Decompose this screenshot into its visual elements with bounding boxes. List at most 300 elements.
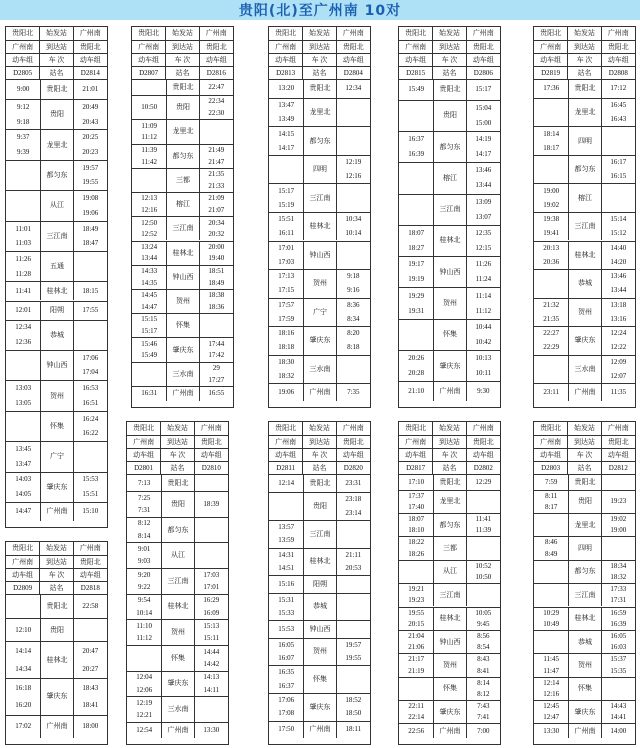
station-label: 龙里北: [46, 140, 68, 149]
station-name: [303, 722, 336, 738]
departure-times: [269, 184, 303, 212]
header-cell: 始发站: [433, 422, 466, 435]
station-label: 都匀东: [574, 165, 596, 174]
time-value: 14:31: [278, 550, 295, 559]
train-code-cell: 站名: [568, 462, 601, 474]
time-value: 12:06: [136, 685, 153, 694]
header-cell: 广州南: [132, 41, 166, 53]
time-value: 14:47: [141, 302, 158, 311]
time-value: 22:11: [408, 702, 424, 711]
return-times: [602, 475, 635, 490]
time-value: 22:27: [543, 329, 560, 338]
time-value: 20:53: [345, 564, 362, 573]
train-code-cell: 站名: [433, 462, 466, 474]
time-value: 8:14: [477, 678, 490, 687]
departure-times: [132, 217, 166, 240]
time-value: 13:30: [203, 725, 220, 734]
return-times: [467, 288, 500, 318]
header-cell: 广州南: [342, 424, 364, 432]
time-value: 12:15: [475, 244, 492, 253]
header-cell: 广州南: [472, 29, 494, 37]
header-cell: 动车组: [534, 449, 568, 461]
train-code-cell: D2804: [343, 68, 363, 77]
time-value: 20:28: [408, 369, 425, 378]
station-label: 三江南: [309, 193, 331, 202]
header-row: [534, 436, 635, 449]
station-label: 都匀东: [46, 171, 68, 180]
departure-times: [534, 654, 568, 676]
time-value: 11:26: [15, 254, 31, 263]
departure-times: [399, 257, 433, 287]
station-label: 桂林北: [309, 222, 331, 231]
time-value: 17:01: [203, 582, 220, 591]
station-row: [534, 513, 635, 536]
header-cell: 到达站: [568, 436, 601, 448]
return-times: [467, 701, 500, 723]
station-name: [568, 678, 601, 700]
header-cell: 贵阳北: [472, 42, 494, 51]
station-row: [127, 491, 228, 517]
time-value: 11:14: [475, 291, 492, 300]
time-value: 14:40: [610, 243, 627, 252]
header-row: [132, 41, 233, 54]
return-times: [74, 252, 107, 281]
station-row: [127, 671, 228, 697]
departure-times: [127, 595, 161, 620]
station-label: 钟山西: [439, 267, 461, 276]
departure-times: [534, 514, 568, 536]
station-row: [269, 269, 370, 298]
time-value: 12:14: [543, 678, 560, 687]
station-name: [303, 521, 336, 548]
station-name: [303, 384, 336, 401]
station-name: [161, 697, 194, 722]
station-label: 桂林北: [439, 614, 461, 623]
time-value: 10:50: [141, 103, 158, 112]
header-cell: 广州南: [200, 424, 222, 432]
header-row: [399, 27, 500, 41]
time-value: 18:17: [543, 143, 560, 152]
departure-times: [399, 195, 433, 225]
time-value: 13:49: [278, 114, 295, 123]
time-value: 7:31: [137, 506, 151, 515]
station-name: [433, 351, 466, 381]
header-row: [6, 41, 107, 54]
time-value: 18:00: [82, 722, 99, 731]
time-value: 18:18: [278, 343, 295, 352]
departure-times: [269, 722, 303, 738]
header-cell: 动车组: [399, 54, 433, 66]
time-value: 11:12: [475, 306, 492, 315]
station-name: [568, 184, 601, 212]
return-times: [74, 100, 107, 129]
train-code-row: [269, 67, 370, 80]
station-row: [132, 168, 233, 192]
header-cell: 广州南: [399, 41, 433, 53]
station-row: [269, 241, 370, 270]
time-value: 16:39: [408, 150, 425, 159]
station-label: 怀集: [442, 330, 457, 339]
station-row: [6, 129, 107, 159]
station-name: [433, 257, 466, 287]
station-row: [534, 560, 635, 583]
return-times: [337, 493, 370, 520]
time-value: 19:19: [408, 275, 425, 284]
time-value: 7:43: [477, 702, 490, 711]
departure-times: [269, 475, 303, 492]
return-times: [337, 213, 370, 241]
return-times: [602, 99, 635, 127]
time-value: 23:14: [345, 508, 362, 517]
header-row: [399, 449, 500, 462]
time-value: 20:15: [408, 619, 425, 628]
station-label: 龙里北: [574, 520, 596, 529]
time-value: 15:10: [82, 507, 99, 516]
time-value: 18:30: [278, 358, 295, 366]
time-value: 15:46: [141, 339, 158, 348]
train-code-cell: D2813: [269, 67, 303, 79]
station-row: [127, 594, 228, 620]
departure-times: [269, 156, 303, 184]
departure-times: [127, 492, 161, 517]
header-cell: 广州南: [342, 29, 364, 37]
station-name: [40, 503, 73, 521]
departure-times: [269, 521, 303, 548]
return-times: [200, 363, 233, 386]
station-label: 桂林北: [309, 557, 331, 566]
time-value: 15:12: [610, 229, 627, 238]
return-times: [337, 576, 370, 592]
header-cell: 车 次: [568, 54, 601, 66]
time-value: 22:30: [208, 109, 225, 118]
header-cell: 车 次: [40, 569, 73, 581]
time-value: 8:17: [544, 502, 558, 511]
station-label: 贵阳北: [439, 85, 461, 94]
station-label: 广州南: [46, 722, 68, 731]
time-value: 8:12: [137, 519, 151, 528]
time-value: 20:49: [82, 102, 99, 111]
station-row: [399, 536, 500, 559]
return-times: [74, 321, 107, 350]
departure-times: [399, 678, 433, 700]
station-label: 桂林北: [46, 286, 68, 295]
station-row: [6, 251, 107, 281]
return-times: [195, 723, 228, 738]
time-value: 17:37: [408, 491, 425, 500]
departure-times: [399, 475, 433, 490]
departure-times: [534, 299, 568, 327]
time-value: 16:45: [610, 101, 627, 110]
station-name: [433, 491, 466, 513]
departure-times: [399, 163, 433, 193]
station-label: 阳朔: [49, 306, 64, 314]
time-value: 19:57: [82, 163, 99, 172]
station-label: 怀集: [170, 653, 185, 662]
time-value: 10:29: [543, 608, 560, 617]
station-label: 贵阳北: [309, 479, 331, 488]
station-label: 广州南: [309, 725, 331, 734]
return-times: [195, 518, 228, 543]
header-cell: 车 次: [303, 449, 336, 461]
station-label: 肇庆东: [309, 336, 331, 345]
train-code-cell: D2814: [80, 68, 100, 77]
station-name: [166, 217, 199, 240]
time-value: 20:13: [543, 243, 560, 252]
return-times: [74, 442, 107, 471]
train-code-cell: 站名: [40, 67, 73, 79]
train-code-row: [6, 582, 107, 595]
station-label: 都匀东: [574, 567, 596, 576]
time-value: 15:15: [141, 315, 158, 324]
departure-times: [132, 314, 166, 337]
departure-times: [132, 290, 166, 313]
time-value: 13:59: [278, 536, 295, 545]
header-cell: 到达站: [303, 41, 336, 53]
departure-times: [269, 576, 303, 592]
header-row: [127, 422, 228, 436]
return-times: [195, 697, 228, 722]
time-value: 22:47: [208, 83, 225, 92]
time-value: 10:05: [475, 608, 492, 617]
station-row: [399, 583, 500, 606]
return-times: [602, 213, 635, 241]
station-row: [132, 289, 233, 313]
departure-times: [534, 701, 568, 723]
departure-times: [6, 716, 40, 738]
station-label: 四明: [577, 136, 592, 145]
time-value: 15:51: [278, 215, 295, 224]
header-cell: 贵阳北: [205, 42, 227, 51]
time-value: 18:15: [82, 286, 99, 295]
station-label: 广州南: [574, 726, 596, 735]
station-name: [303, 594, 336, 621]
station-name: [303, 621, 336, 637]
return-times: [74, 503, 107, 521]
header-cell: 车 次: [433, 54, 466, 66]
return-times: [467, 257, 500, 287]
station-name: [303, 327, 336, 355]
station-label: 贵阳北: [439, 477, 461, 486]
time-value: 10:14: [136, 608, 153, 617]
station-row: [6, 441, 107, 471]
return-times: [467, 351, 500, 381]
station-label: 肇庆东: [439, 707, 461, 716]
time-value: 18:07: [408, 515, 425, 524]
station-label: 贵阳: [170, 499, 185, 508]
train-code-cell: D2803: [534, 462, 568, 474]
time-value: 19:23: [610, 497, 627, 506]
station-name: [166, 145, 199, 168]
station-row: [6, 281, 107, 300]
header-cell: 到达站: [433, 41, 466, 53]
station-row: [269, 721, 370, 738]
station-name: [166, 338, 199, 361]
header-cell: 动车组: [607, 450, 629, 459]
timetable-d2809-d2818: [5, 541, 108, 745]
station-label: 怀集: [577, 684, 592, 693]
time-value: 11:10: [136, 621, 152, 630]
station-row: [132, 241, 233, 265]
time-value: 21:06: [408, 643, 425, 652]
departure-times: [269, 694, 303, 721]
departure-times: [6, 80, 40, 99]
return-times: [467, 226, 500, 256]
return-times: [200, 193, 233, 216]
return-times: [467, 537, 500, 559]
time-value: 20:27: [82, 664, 99, 673]
departure-times: [399, 382, 433, 401]
time-value: 12:50: [141, 218, 158, 227]
time-value: 18:39: [203, 499, 220, 508]
station-label: 三都: [442, 544, 457, 553]
time-value: 13:46: [610, 272, 627, 281]
station-row: [6, 99, 107, 129]
time-value: 8:18: [347, 343, 360, 352]
header-cell: 广州南: [79, 544, 101, 552]
page-title: 贵阳(北)至广州南 10对: [238, 3, 402, 19]
station-name: [568, 608, 601, 630]
departure-times: [399, 631, 433, 653]
time-value: 13:47: [278, 101, 295, 110]
time-value: 14:45: [141, 291, 158, 300]
departure-times: [6, 442, 40, 471]
header-cell: 车 次: [40, 54, 73, 66]
time-value: 12:16: [543, 689, 560, 698]
train-code-cell: D2811: [269, 462, 303, 474]
station-row: [399, 653, 500, 676]
train-code-cell: 站名: [568, 67, 601, 79]
station-label: 贺州: [577, 660, 592, 669]
station-name: [161, 518, 194, 543]
station-row: [399, 475, 500, 490]
departure-times: [6, 619, 40, 641]
train-code-cell: D2819: [534, 67, 568, 79]
station-row: [6, 320, 107, 350]
return-times: [74, 161, 107, 190]
departure-times: [534, 356, 568, 384]
station-name: [568, 156, 601, 184]
time-value: 16:17: [610, 158, 627, 167]
time-value: 20:36: [543, 257, 560, 266]
station-row: [399, 630, 500, 653]
header-cell: 动车组: [607, 55, 629, 64]
time-value: 14:13: [203, 673, 220, 682]
time-value: 22:29: [543, 343, 560, 352]
departure-times: [6, 161, 40, 190]
station-label: 贵阳北: [574, 84, 596, 93]
departure-times: [534, 242, 568, 270]
station-label: 贺州: [442, 660, 457, 669]
time-value: 13:44: [141, 254, 158, 263]
return-times: [467, 514, 500, 536]
train-code-cell: D2805: [6, 67, 40, 79]
header-cell: 车 次: [161, 449, 194, 461]
station-label: 贵阳: [175, 103, 190, 112]
time-value: 14:11: [203, 685, 220, 694]
return-times: [467, 631, 500, 653]
train-code-cell: D2802: [473, 463, 493, 472]
time-value: 11:12: [141, 133, 157, 142]
time-value: 17:06: [82, 353, 99, 362]
return-times: [195, 492, 228, 517]
time-value: 13:20: [278, 84, 295, 93]
time-value: 17:44: [208, 339, 225, 348]
station-name: [568, 475, 601, 490]
departure-times: [6, 191, 40, 220]
station-label: 榕江: [577, 193, 592, 202]
station-name: [568, 299, 601, 327]
header-cell: 动车组: [132, 54, 166, 66]
departure-times: [534, 384, 568, 401]
departure-times: [269, 356, 303, 384]
station-row: [534, 80, 635, 98]
return-times: [602, 384, 635, 401]
time-value: 12:16: [141, 205, 158, 214]
station-row: [534, 383, 635, 401]
timetable-body: [127, 475, 228, 738]
return-times: [200, 120, 233, 143]
time-value: 9:12: [16, 102, 30, 111]
station-name: [40, 595, 73, 618]
return-times: [602, 608, 635, 630]
header-cell: 广州南: [205, 29, 227, 37]
time-value: 19:02: [543, 200, 560, 209]
station-row: [269, 593, 370, 621]
time-value: 13:44: [610, 286, 627, 295]
station-name: [433, 288, 466, 318]
time-value: 16:24: [82, 414, 99, 423]
time-value: 8:54: [477, 643, 490, 652]
time-value: 21:33: [208, 181, 225, 190]
header-cell: 到达站: [40, 41, 73, 53]
departure-times: [269, 242, 303, 270]
time-value: 29: [212, 363, 220, 372]
station-label: 龙里北: [574, 108, 596, 117]
return-times: [602, 184, 635, 212]
return-times: [74, 302, 107, 320]
return-times: [602, 356, 635, 384]
header-row: [399, 54, 500, 67]
departure-times: [534, 491, 568, 513]
time-value: 8:36: [347, 300, 360, 309]
departure-times: [132, 96, 166, 119]
time-value: 9:18: [16, 117, 30, 126]
header-cell: 动车组: [127, 449, 161, 461]
train-code-cell: D2801: [127, 462, 161, 474]
station-name: [433, 654, 466, 676]
time-value: 16:22: [82, 429, 99, 438]
train-code-cell: D2807: [132, 67, 166, 79]
header-cell: 广州南: [269, 436, 303, 448]
station-name: [433, 132, 466, 162]
time-value: 12:19: [136, 698, 153, 707]
station-name: [433, 101, 466, 131]
return-times: [200, 266, 233, 289]
time-value: 17:33: [610, 585, 627, 594]
station-label: 三江南: [439, 205, 461, 214]
header-row: [399, 436, 500, 449]
station-row: [132, 362, 233, 386]
return-times: [467, 101, 500, 131]
return-times: [74, 473, 107, 502]
return-times: [195, 646, 228, 671]
station-label: 广宁: [49, 452, 64, 461]
return-times: [602, 631, 635, 653]
header-row: [534, 54, 635, 67]
departure-times: [6, 302, 40, 320]
return-times: [200, 387, 233, 401]
station-name: [433, 678, 466, 700]
